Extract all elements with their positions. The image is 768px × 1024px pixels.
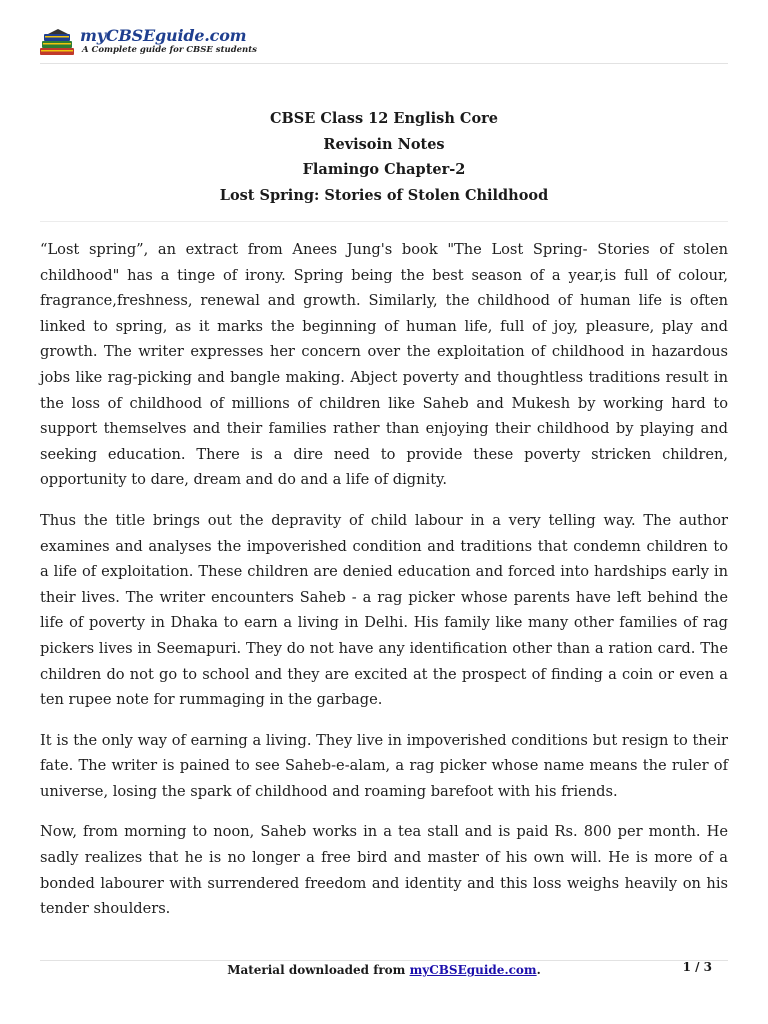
paragraph-2: Thus the title brings out the depravity of child labour in a very telling way. The author examines and analyses the impoverished condition and traditions that condemn children to a life of exploitation. These children are denied education and forced into hardships early in their lives. The writer encounters Saheb - a rag picker whose parents have left behind the life of poverty in Dhaka to earn a living in Delhi. His family like many other families of rag pickers lives in Seemapuri. They do not have any identification other than a ration card. The children do not go to school and they are excited at the prospect of finding a coin or even a ten rupee note for rummaging in the garbage. bbox=[40, 511, 728, 709]
heading-divider bbox=[40, 221, 728, 222]
heading-line-notes: Revisoin Notes bbox=[323, 135, 445, 153]
header-divider bbox=[40, 63, 728, 64]
paragraph-4: Now, from morning to noon, Saheb works in a tea stall and is paid Rs. 800 per month. He sadly realizes that he is no longer a free bird and master of his own will. He is more of a bonded labourer with surrendered freedom and identity and this loss weighs heavily on his tender shoulders. bbox=[40, 823, 728, 918]
footer-suffix: . bbox=[536, 963, 541, 977]
page-number: 1 / 3 bbox=[682, 960, 712, 974]
footer-divider bbox=[40, 960, 728, 961]
books-icon bbox=[38, 28, 78, 58]
site-logo[interactable] bbox=[38, 26, 278, 60]
heading-line-title: Lost Spring: Stories of Stolen Childhood bbox=[219, 186, 549, 204]
heading-line-class: CBSE Class 12 English Core bbox=[270, 110, 498, 127]
paragraph-3: It is the only way of earning a living. They live in impoverished conditions but resign to their fate. The writer is pained to see Saheb-e-alam, a rag picker whose name means the ruler of universe, losing the spark of childhood and roaming barefoot with his friends. bbox=[40, 731, 728, 800]
brand-tagline: A Complete guide for CBSE students bbox=[82, 45, 257, 55]
footer-prefix: Material downloaded from bbox=[227, 963, 410, 977]
footer-link[interactable]: myCBSEguide.com bbox=[409, 963, 537, 977]
paragraph-1: “Lost spring”, an extract from Anees Jung's book "The Lost Spring- Stories of stolen childhood" has a tinge of irony. Spring being the best season of a year,is full of colour, fragrance,freshness, renewal and growth. Similarly, the childhood of human life is often linked to spring, as it marks the beginning of human life, full of joy, pleasure, play and growth. The writer expresses her concern over the exploitation of childhood in hazardous jobs like rag-picking and bangle making. Abject poverty and thoughtless traditions result in the loss of childhood of millions of children like Saheb and Mukesh by working hard to support themselves and their families rather than enjoying their childhood by playing and seeking education. There is a dire need to provide these poverty stricken children, opportunity to dare, dream and do and a life of dignity. bbox=[40, 241, 728, 489]
document-body bbox=[40, 237, 728, 937]
page-footer bbox=[40, 960, 728, 983]
document-heading bbox=[40, 106, 728, 208]
brand-name: myCBSEguide.com bbox=[80, 26, 247, 45]
footer-note bbox=[40, 963, 728, 977]
heading-line-chapter: Flamingo Chapter-2 bbox=[302, 161, 466, 178]
